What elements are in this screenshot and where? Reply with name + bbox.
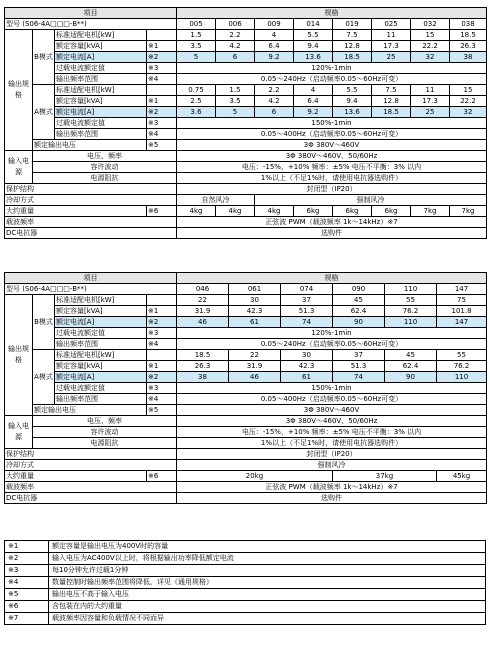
row-label: 标准适配电机[kW]: [55, 350, 147, 361]
row-note: [147, 85, 177, 96]
cell: 7.5: [372, 85, 411, 96]
cell: 32: [450, 107, 487, 118]
span-cell: 3Φ 380V～460V、50/60Hz: [177, 416, 487, 427]
cell: 7.5: [333, 30, 372, 41]
model-code: 090: [333, 284, 385, 295]
model-code: 038: [450, 19, 487, 30]
row-note: ※2: [147, 317, 177, 328]
cell: 74: [281, 317, 333, 328]
row-label: 额定电流[A]: [55, 317, 147, 328]
row-note: ※1: [147, 96, 177, 107]
span-cell: 20kg: [177, 471, 333, 482]
row-label: 电压、频率: [33, 416, 177, 427]
row-label: 输出频率范围: [55, 74, 147, 85]
b-mode-label: B模式: [33, 30, 55, 85]
cell: 4.2: [255, 96, 294, 107]
cell: 30: [281, 350, 333, 361]
cell: 22: [229, 350, 281, 361]
span-cell: 0.05～240Hz（启动频率0.05～60Hz可变）: [177, 74, 487, 85]
row-note: ※4: [147, 394, 177, 405]
cell: 6kg: [372, 206, 411, 217]
cell: 6kg: [333, 206, 372, 217]
cell: 51.3: [333, 361, 385, 372]
cell: 3.6: [177, 107, 216, 118]
cell: 42.3: [281, 361, 333, 372]
note-text: 输入电压为AC400V以上时，将根据输出功率降低额定电流: [49, 553, 486, 565]
model-label: 型号 (S06-4A□□□-B**): [5, 284, 177, 295]
span-cell: 1%以上（不足1%时，请使用电抗器选购件）: [177, 438, 487, 449]
section-output-spec: 输出规格: [5, 295, 33, 416]
b-mode-label: B模式: [33, 295, 55, 350]
span-cell: 0.05～400Hz（启动频率0.05～60Hz可变）: [177, 394, 487, 405]
cell: 90: [333, 317, 385, 328]
row-label: 过载电流额定值: [55, 328, 147, 339]
row-note: ※4: [147, 129, 177, 140]
cell: 2.2: [255, 85, 294, 96]
row-label: 载波频率: [5, 482, 177, 493]
model-code: 061: [229, 284, 281, 295]
row-label: 过载电流额定值: [55, 383, 147, 394]
row-label: 冷却方式: [5, 460, 177, 471]
row-label: 标准适配电机[kW]: [55, 85, 147, 96]
span-cell: 强制风冷: [255, 195, 487, 206]
cell: 5: [216, 107, 255, 118]
row-label: 容许波动: [33, 427, 177, 438]
cell: 101.8: [437, 306, 487, 317]
row-label: 冷却方式: [5, 195, 177, 206]
spec-table-small-models: [4, 7, 487, 239]
span-cell: 120%-1min: [177, 328, 487, 339]
span-cell: 封闭型（IP20）: [177, 184, 487, 195]
row-note: ※3: [147, 118, 177, 129]
a-mode-label: A模式: [33, 350, 55, 405]
cell: 61: [281, 372, 333, 383]
span-cell: 0.05～400Hz（启动频率0.05～60Hz可变）: [177, 129, 487, 140]
row-note: ※3: [147, 328, 177, 339]
row-label: 过载电流额定值: [55, 63, 147, 74]
cell: 32: [411, 52, 450, 63]
row-label: 电压、频率: [33, 151, 177, 162]
row-label: 额定输出电压: [33, 140, 147, 151]
cell: 17.3: [372, 41, 411, 52]
row-note: ※2: [147, 107, 177, 118]
row-label: DC电抗器: [5, 493, 177, 504]
cell: 147: [437, 317, 487, 328]
header-spec: 规格: [177, 8, 487, 19]
a-mode-label: A模式: [33, 85, 55, 140]
cell: 9.4: [333, 96, 372, 107]
cell: 76.2: [385, 306, 437, 317]
cell: 3.5: [216, 96, 255, 107]
cell: 6kg: [294, 206, 333, 217]
model-code: 005: [177, 19, 216, 30]
spec-table-large-models: [4, 272, 487, 504]
cell: 90: [385, 372, 437, 383]
cell: 4: [294, 85, 333, 96]
cell: 22.2: [450, 96, 487, 107]
row-note: [147, 30, 177, 41]
cell: 6: [216, 52, 255, 63]
cell: 55: [437, 350, 487, 361]
note-text: 输出电压不高于输入电压: [49, 589, 486, 601]
row-label: 大约重量: [5, 471, 147, 482]
cell: 62.4: [333, 306, 385, 317]
row-label: 额定容量[kVA]: [55, 96, 147, 107]
row-note: [147, 350, 177, 361]
row-label: 电源阻抗: [33, 173, 177, 184]
span-cell: 37kg: [333, 471, 437, 482]
row-note: ※3: [147, 63, 177, 74]
cell: 4kg: [216, 206, 255, 217]
note-mark: ※5: [5, 589, 49, 601]
note-mark: ※7: [5, 613, 49, 625]
cell: 11: [411, 85, 450, 96]
row-label: 标准适配电机[kW]: [55, 30, 147, 41]
span-cell: 自然风冷: [177, 195, 255, 206]
cell: 22: [177, 295, 229, 306]
cell: 110: [437, 372, 487, 383]
cell: 6.4: [255, 41, 294, 52]
cell: 26.3: [450, 41, 487, 52]
row-label: 容许波动: [33, 162, 177, 173]
cell: 15: [450, 85, 487, 96]
model-code: 110: [385, 284, 437, 295]
cell: 7kg: [450, 206, 487, 217]
cell: 7kg: [411, 206, 450, 217]
cell: 17.3: [411, 96, 450, 107]
row-label: 过载电流额定值: [55, 118, 147, 129]
span-cell: 3Φ 380V～460V、50/60Hz: [177, 151, 487, 162]
cell: 12.8: [333, 41, 372, 52]
row-note: ※2: [147, 372, 177, 383]
cell: 2.2: [216, 30, 255, 41]
section-output-spec: 输出规格: [5, 30, 33, 151]
row-label: 输出频率范围: [55, 339, 147, 350]
header-spec: 规格: [177, 273, 487, 284]
model-code: 006: [216, 19, 255, 30]
footnotes-table: [4, 540, 486, 625]
cell: 74: [333, 372, 385, 383]
row-note: ※1: [147, 306, 177, 317]
cell: 9.4: [294, 41, 333, 52]
row-note: ※6: [147, 471, 177, 482]
cell: 31.9: [177, 306, 229, 317]
header-item: 项目: [5, 8, 177, 19]
model-code: 032: [411, 19, 450, 30]
row-note: ※1: [147, 361, 177, 372]
note-text: 含包装在内的大约重量: [49, 601, 486, 613]
cell: 62.4: [385, 361, 437, 372]
row-label: 标准适配电机[kW]: [55, 295, 147, 306]
cell: 51.3: [281, 306, 333, 317]
row-note: ※4: [147, 339, 177, 350]
row-label: 额定容量[kVA]: [55, 306, 147, 317]
note-mark: ※3: [5, 565, 49, 577]
cell: 4.2: [216, 41, 255, 52]
cell: 5.5: [333, 85, 372, 96]
cell: 12.8: [372, 96, 411, 107]
model-label: 型号 (S06-4A□□□-B**): [5, 19, 177, 30]
header-item: 项目: [5, 273, 177, 284]
cell: 37: [281, 295, 333, 306]
cell: 0.75: [177, 85, 216, 96]
cell: 9.2: [255, 52, 294, 63]
model-code: 074: [281, 284, 333, 295]
span-cell: 电压：-15%，+10% 频率：±5% 电压不平衡：3% 以内: [177, 162, 487, 173]
cell: 38: [450, 52, 487, 63]
span-cell: 3Φ 380V～460V: [177, 405, 487, 416]
cell: 42.3: [229, 306, 281, 317]
cell: 5: [177, 52, 216, 63]
note-text: 数量控制时输出频率范围将降低，详见《通用规格》: [49, 577, 486, 589]
cell: 31.9: [229, 361, 281, 372]
row-label: 输出频率范围: [55, 394, 147, 405]
cell: 46: [229, 372, 281, 383]
row-note: ※2: [147, 52, 177, 63]
cell: 110: [385, 317, 437, 328]
row-label: 额定容量[kVA]: [55, 41, 147, 52]
cell: 6.4: [294, 96, 333, 107]
cell: 4kg: [255, 206, 294, 217]
row-label: 额定电流[A]: [55, 52, 147, 63]
cell: 55: [385, 295, 437, 306]
cell: 2.5: [177, 96, 216, 107]
section-input-power: 输入电源: [5, 151, 33, 184]
cell: 26.3: [177, 361, 229, 372]
model-code: 019: [333, 19, 372, 30]
cell: 22.2: [411, 41, 450, 52]
row-label: 额定容量[kVA]: [55, 361, 147, 372]
model-code: 009: [255, 19, 294, 30]
cell: 1.5: [177, 30, 216, 41]
cell: 76.2: [437, 361, 487, 372]
span-cell: 0.05～240Hz（启动频率0.05～60Hz可变）: [177, 339, 487, 350]
span-cell: 150%-1min: [177, 118, 487, 129]
cell: 38: [177, 372, 229, 383]
cell: 4: [255, 30, 294, 41]
cell: 37: [333, 350, 385, 361]
span-cell: 3Φ 380V～460V: [177, 140, 487, 151]
row-label: 载波频率: [5, 217, 177, 228]
row-label: 保护结构: [5, 184, 177, 195]
row-label: 额定输出电压: [33, 405, 147, 416]
cell: 18.5: [372, 107, 411, 118]
span-cell: 1%以上（不足1%时，请使用电抗器选购件）: [177, 173, 487, 184]
row-note: [147, 295, 177, 306]
row-label: 电源阻抗: [33, 438, 177, 449]
cell: 61: [229, 317, 281, 328]
cell: 45: [333, 295, 385, 306]
span-cell: 选购件: [177, 228, 487, 239]
row-label: 保护结构: [5, 449, 177, 460]
row-label: 额定电流[A]: [55, 107, 147, 118]
cell: 45kg: [437, 471, 487, 482]
cell: 13.6: [294, 52, 333, 63]
row-note: ※4: [147, 74, 177, 85]
span-cell: 封闭型（IP20）: [177, 449, 487, 460]
cell: 18.5: [177, 350, 229, 361]
row-note: ※5: [147, 140, 177, 151]
model-code: 025: [372, 19, 411, 30]
cell: 18.5: [333, 52, 372, 63]
note-mark: ※1: [5, 541, 49, 553]
cell: 15: [411, 30, 450, 41]
note-text: 每10分钟允许过载1分钟: [49, 565, 486, 577]
cell: 18.5: [450, 30, 487, 41]
cell: 11: [372, 30, 411, 41]
cell: 3.5: [177, 41, 216, 52]
cell: 75: [437, 295, 487, 306]
section-input-power: 输入电源: [5, 416, 33, 449]
cell: 5.5: [294, 30, 333, 41]
note-text: 载波频率因容量和负载情况不同而异: [49, 613, 486, 625]
row-note: ※1: [147, 41, 177, 52]
cell: 25: [411, 107, 450, 118]
cell: 46: [177, 317, 229, 328]
cell: 13.6: [333, 107, 372, 118]
cell: 9.2: [294, 107, 333, 118]
span-cell: 正弦波 PWM（载波频率 1k～14kHz）※7: [177, 482, 487, 493]
cell: 4kg: [177, 206, 216, 217]
cell: 25: [372, 52, 411, 63]
span-cell: 正弦波 PWM（载波频率 1k～14kHz）※7: [177, 217, 487, 228]
model-code: 046: [177, 284, 229, 295]
note-text: 额定容量是输出电压为400V时的容量: [49, 541, 486, 553]
span-cell: 电压：-15%，+10% 频率：±5% 电压不平衡：3% 以内: [177, 427, 487, 438]
row-label: 输出频率范围: [55, 129, 147, 140]
cell: 45: [385, 350, 437, 361]
model-code: 147: [437, 284, 487, 295]
row-note: ※3: [147, 383, 177, 394]
span-cell: 选购件: [177, 493, 487, 504]
span-cell: 150%-1min: [177, 383, 487, 394]
note-mark: ※4: [5, 577, 49, 589]
row-note: ※6: [147, 206, 177, 217]
cell: 1.5: [216, 85, 255, 96]
row-label: 额定电流[A]: [55, 372, 147, 383]
cell: 30: [229, 295, 281, 306]
cell: 6: [255, 107, 294, 118]
note-mark: ※2: [5, 553, 49, 565]
model-code: 014: [294, 19, 333, 30]
note-mark: ※6: [5, 601, 49, 613]
row-label: DC电抗器: [5, 228, 177, 239]
span-cell: 120%-1min: [177, 63, 487, 74]
span-cell: 强制风冷: [177, 460, 487, 471]
row-label: 大约重量: [5, 206, 147, 217]
row-note: ※5: [147, 405, 177, 416]
